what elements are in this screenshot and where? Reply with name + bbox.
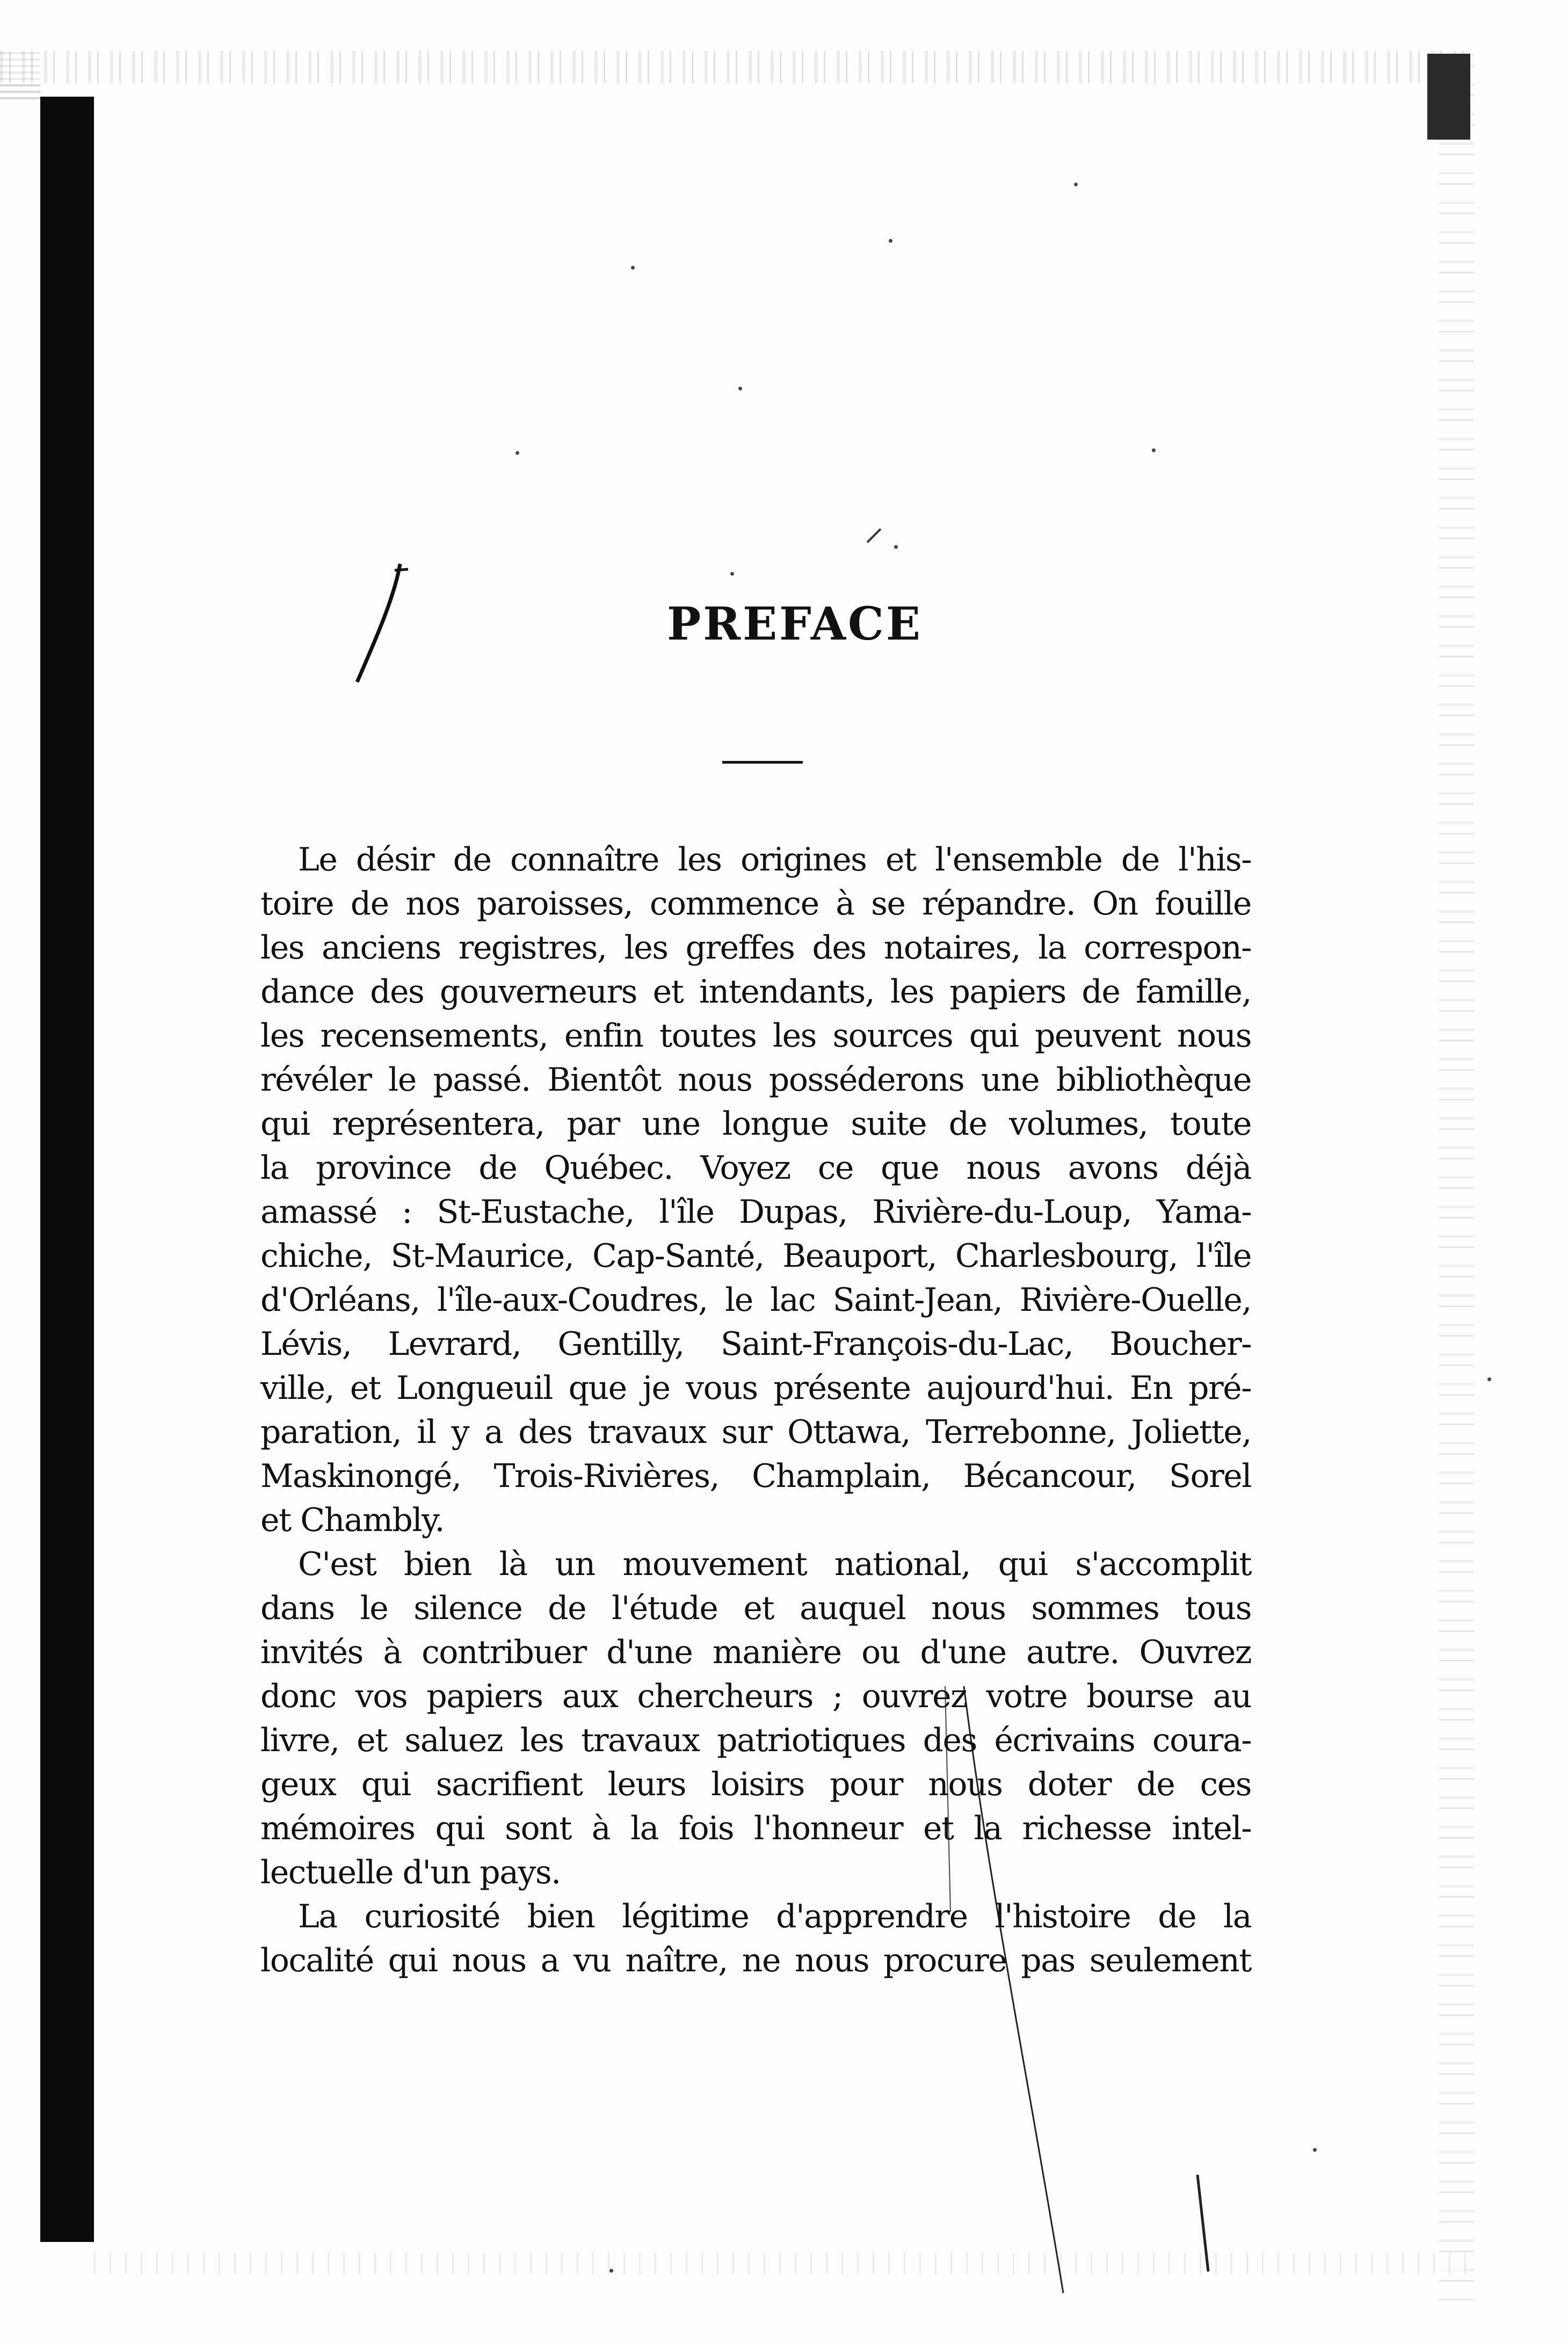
- text-line: ville, et Longueuil que je vous présente aujourd'hui. En pré-: [260, 1369, 1251, 1407]
- text-line: donc vos papiers aux chercheurs ; ouvrez votre bourse au: [260, 1678, 1251, 1715]
- text-line: Le désir de connaître les origines et l'ensemble de l'his-: [298, 841, 1251, 879]
- text-line: chiche, St-Maurice, Cap-Santé, Beauport, Charlesbourg, l'île: [260, 1237, 1251, 1275]
- text-line: La curiosité bien légitime d'apprendre l'histoire de la: [298, 1898, 1251, 1935]
- text-line: livre, et saluez les travaux patriotiques des écrivains coura-: [260, 1722, 1251, 1759]
- text-line: et Chambly.: [260, 1501, 445, 1539]
- text-line: les anciens registres, les greffes des notaires, la correspon-: [260, 929, 1251, 967]
- text-line: révéler le passé. Bientôt nous posséderons une bibliothèque: [260, 1061, 1251, 1099]
- text-line: mémoires qui sont à la fois l'honneur et la richesse intel-: [260, 1810, 1251, 1847]
- text-line: les recensements, enfin toutes les sources qui peuvent nous: [260, 1017, 1251, 1055]
- text-line: d'Orléans, l'île-aux-Coudres, le lac Saint-Jean, Rivière-Ouelle,: [260, 1281, 1251, 1319]
- preface-body: [260, 838, 1251, 1983]
- text-line: toire de nos paroisses, commence à se répandre. On fouille: [260, 885, 1251, 923]
- text-line: localité qui nous a vu naître, ne nous procure pas seulement: [260, 1942, 1251, 1979]
- text-line: dans le silence de l'étude et auquel nous sommes tous: [260, 1590, 1251, 1627]
- page-title: PREFACE: [667, 597, 923, 650]
- text-line: dance des gouverneurs et intendants, les papiers de famille,: [260, 973, 1251, 1011]
- text-line: amassé : St-Eustache, l'île Dupas, Rivière-du-Loup, Yama-: [260, 1193, 1251, 1231]
- text-line: C'est bien là un mouvement national, qui s'accomplit: [298, 1545, 1251, 1583]
- text-line: invités à contribuer d'une manière ou d'une autre. Ouvrez: [260, 1634, 1251, 1671]
- text-line: Maskinongé, Trois-Rivières, Champlain, Bécancour, Sorel: [260, 1457, 1251, 1495]
- text-line: geux qui sacrifient leurs loisirs pour nous doter de ces: [260, 1766, 1251, 1803]
- text-line: qui représentera, par une longue suite de volumes, toute: [260, 1105, 1251, 1143]
- title-divider: [722, 761, 803, 764]
- text-line: lectuelle d'un pays.: [260, 1854, 561, 1891]
- text-line: paration, il y a des travaux sur Ottawa, Terrebonne, Joliette,: [260, 1413, 1251, 1451]
- text-line: Lévis, Levrard, Gentilly, Saint-François-du-Lac, Boucher-: [260, 1325, 1251, 1363]
- text-line: la province de Québec. Voyez ce que nous avons déjà: [260, 1149, 1251, 1187]
